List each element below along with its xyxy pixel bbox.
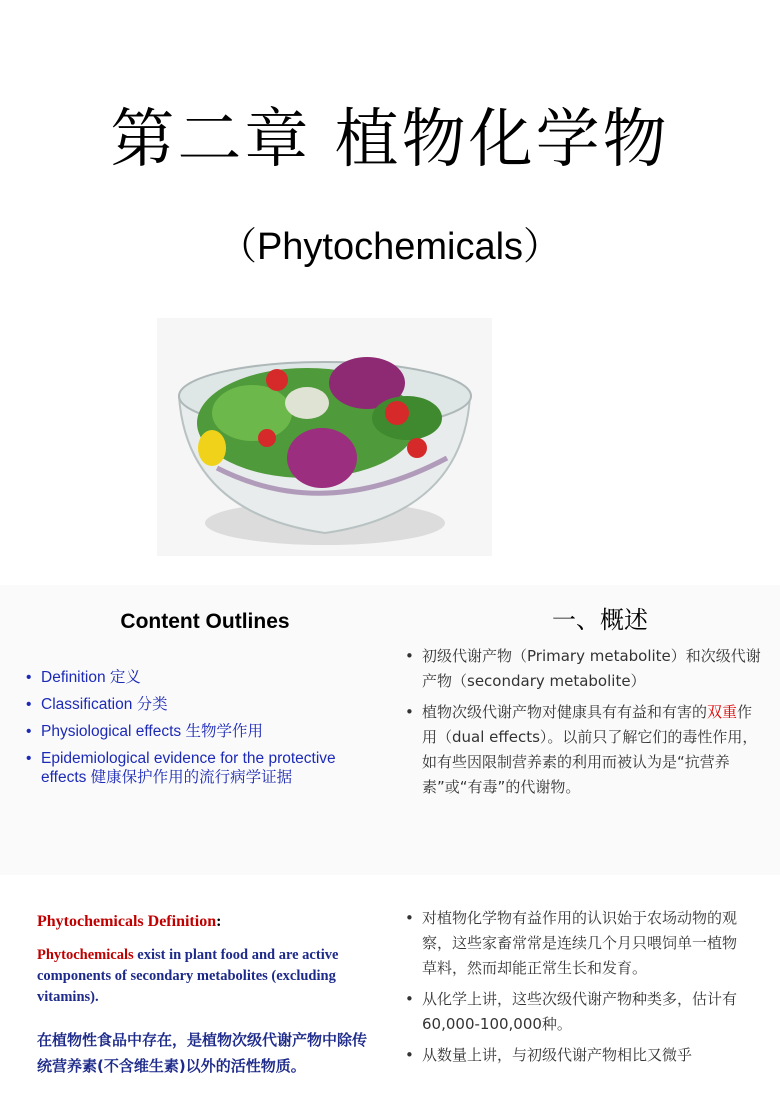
list-item: • Physiological effects 生物学作用: [26, 723, 263, 740]
salad-bowl-image: [157, 318, 492, 556]
list-item: • Epidemiological evidence for the protective effects 健康保护作用的流行病学证据: [26, 750, 336, 786]
list-item: • 对植物化学物有益作用的认识始于农场动物的观察，这些家畜常常是连续几个月只喂饲单一植物草料，然而却能正常生长和发育。: [405, 906, 750, 981]
list-item: • 初级代谢产物（Primary metabolite）和次级代谢产物（secondary metabolite）: [405, 644, 767, 694]
bullet-icon: •: [26, 723, 32, 740]
definition-english: Phytochemicals exist in plant food and are active components of secondary metabolites (excluding vitamins).: [37, 947, 339, 1005]
definition-chinese: 在植物性食品中存在，是植物次级代谢产物中除传统营养素(不含维生素)以外的活性物质。: [37, 1031, 368, 1075]
definition-heading: Phytochemicals Definition:: [37, 913, 222, 930]
list-item: • 从数量上讲，与初级代谢产物相比又微乎: [405, 1043, 750, 1068]
list-item: • Classification 分类: [26, 696, 168, 713]
outline-heading: Content Outlines: [120, 610, 290, 633]
overview-heading: 一、概述: [552, 606, 648, 634]
bullet-icon: •: [26, 669, 32, 686]
bullet-icon: •: [405, 703, 414, 721]
chapter-subtitle: （Phytochemicals）: [218, 226, 562, 268]
list-item: • 从化学上讲，这些次级代谢产物种类多，估计有60,000-100,000种。: [405, 987, 750, 1037]
dual-effect-highlight: 双重: [707, 703, 738, 721]
list-item: • Definition 定义: [26, 669, 141, 686]
bullet-icon: •: [405, 1046, 414, 1064]
bullet-icon: •: [405, 990, 414, 1008]
bullet-icon: •: [26, 750, 32, 767]
bullet-icon: •: [26, 696, 32, 713]
outline-list: [26, 668, 376, 795]
bullet-icon: •: [405, 909, 414, 927]
bullet-icon: •: [405, 647, 414, 665]
list-item: • 植物次级代谢产物对健康具有有益和有害的双重作用（dual effects）。以前只了解它们的毒性作用，如有些因限制营养素的利用而被认为是“抗营养素”或“有毒”的代谢物。: [405, 700, 767, 800]
chapter-title: 第二章 植物化学物: [110, 103, 670, 177]
notes-list: [405, 906, 750, 1074]
overview-list: [405, 644, 767, 806]
